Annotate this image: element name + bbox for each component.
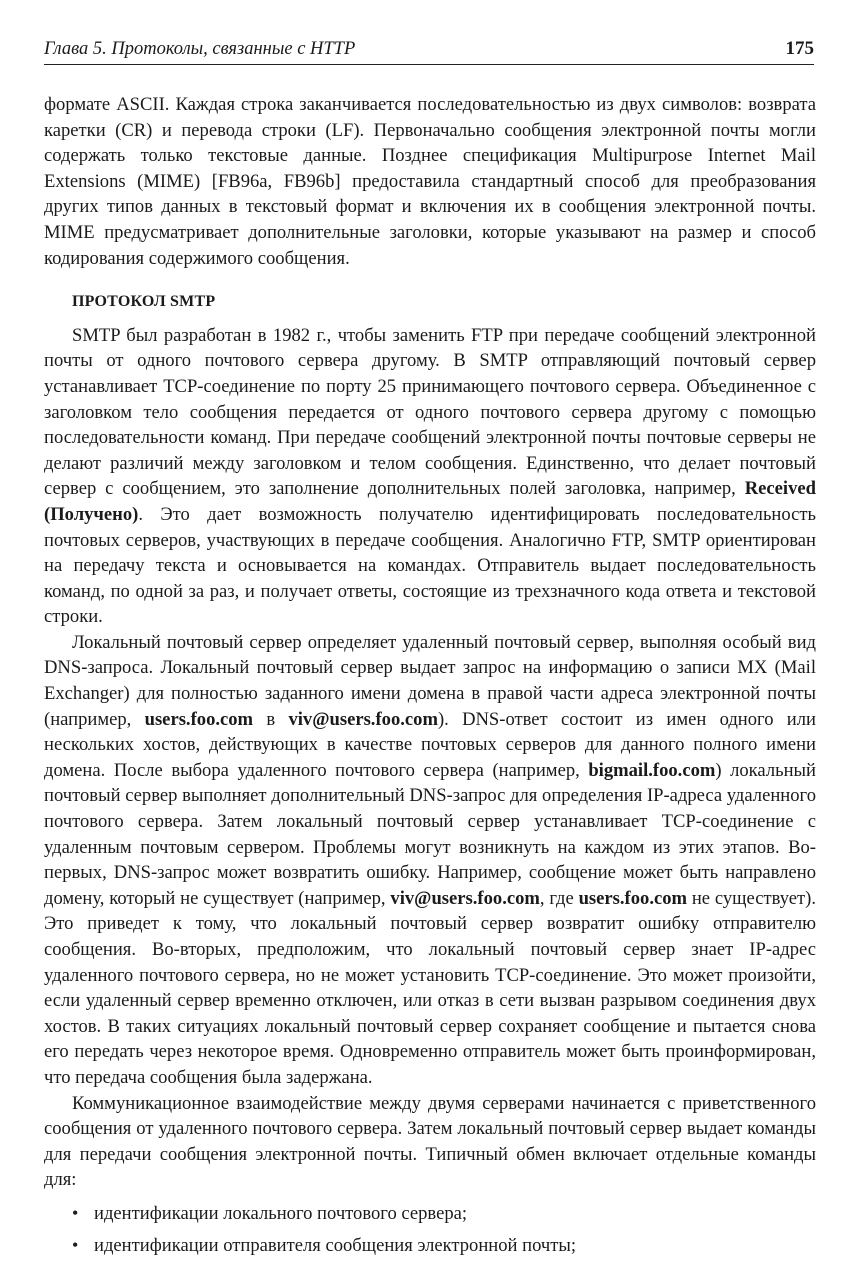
para2-text-f: , где bbox=[539, 887, 579, 909]
bullet-icon: • bbox=[72, 1202, 79, 1223]
smtp-paragraph-3 bbox=[44, 1091, 816, 1193]
mailserver-term: bigmail.foo.com bbox=[588, 759, 716, 781]
chapter-title: Глава 5. Протоколы, связанные с HTTP bbox=[44, 39, 356, 59]
para2-text-g: не существует). Это приведет к тому, что локальный почтовый сервер возвратит ошибку отправителю сообщения. Во-вторых, предположим, что локальный почтовый сервер знает IP-адрес удаленного почтового сервера, но не может установить TCP-соединение. Это может произойти, если удаленный сервер временно отключен, или отказ в сети вызван разрывом соединения двух хостов. В таких ситуациях локальный почтовый сервер сохраняет сообщение и пытается снова его передать через некоторое время. Одновременно отправитель может быть проинформирован, что передача сообщения была задержана. bbox=[44, 887, 816, 1088]
email-term: viv@users.foo.com bbox=[288, 708, 438, 730]
section-heading: ПРОТОКОЛ SMTP bbox=[72, 293, 216, 311]
domain-term: users.foo.com bbox=[144, 708, 254, 730]
page-number: 175 bbox=[785, 38, 814, 59]
para2-text-d: ). DNS-ответ состоит из имен одного или нескольких хостов, действующих в качестве почтовых серверов для данного полного имени домена. После выбора удаленного почтового сервера (например, bbox=[44, 708, 816, 781]
list-item-text: идентификации отправителя сообщения электронной почты; bbox=[94, 1234, 577, 1256]
bullet-icon: • bbox=[72, 1234, 79, 1255]
smtp-paragraph-2 bbox=[44, 630, 816, 1091]
page-body bbox=[44, 92, 816, 1264]
domain-term-2: users.foo.com bbox=[578, 887, 688, 909]
email-term-2: viv@users.foo.com bbox=[390, 887, 540, 909]
command-list bbox=[44, 1201, 816, 1258]
intro-text: формате ASCII. Каждая строка заканчивается последовательностью из двух символов: возврата каретки (CR) и перевода строки (LF). Первоначально сообщения электронной почты могли содержать только текстовые данные. Позднее спецификация Multipurpose Internet Mail Extensions (MIME) [FB96a, FB96b] предоставила стандартный способ для преобразования других типов данных в текстовый формат и включения их в сообщения электронной почты. MIME предусматривает дополнительные заголовки, которые указывают на размер и способ кодирования содержимого сообщения. bbox=[44, 94, 816, 269]
para2-text-a: Локальный почтовый сервер определяет удаленный почтовый сервер, выполняя особый вид DNS-запроса. Локальный почтовый сервер выдает запрос на информацию о записи MX (Mail Exchanger) для полностью заданного имени домена в правой части адреса электронной почты (например, bbox=[44, 631, 816, 730]
para2-text-e: ) локальный почтовый сервер выполняет дополнительный DNS-запрос для определения IP-адреса удаленного почтового сервера. Затем локальный почтовый сервер устанавливает TCP-соединение с удаленным почтовым сервером. Проблемы могут возникнуть на каждом из этих этапов. Во-первых, DNS-запрос может возвратить ошибку. Например, сообщение может быть направлено домену, который не существует (например, bbox=[44, 759, 816, 909]
para2-text-c: в bbox=[253, 708, 289, 730]
para1-text-c: . Это дает возможность получателю идентифицировать последовательность почтовых серверов, участвующих в передаче сообщения. Аналогично FTP, SMTP ориентирован на передачу текста и основывается на командах. Отправитель выдает последовательность команд, по одной за раз, и получает ответы, состоящие из трехзначного кода ответа и текстовой строки. bbox=[44, 503, 816, 628]
para3-text: Коммуникационное взаимодействие между двумя серверами начинается с приветственного сообщения от удаленного почтового сервера. Затем локальный почтовый сервер выдает команды для передачи сообщения электронной почты. Типичный обмен включает отдельные команды для: bbox=[44, 1092, 816, 1191]
intro-paragraph bbox=[44, 92, 816, 271]
received-header-term: Received (Получено) bbox=[44, 478, 816, 525]
list-item-text: идентификации локального почтового сервера; bbox=[94, 1202, 468, 1224]
smtp-paragraph-1 bbox=[44, 323, 816, 630]
list-item bbox=[44, 1233, 816, 1259]
running-header bbox=[44, 38, 814, 65]
para1-text-a: SMTP был разработан в 1982 г., чтобы заменить FTP при передаче сообщений электронной почты от одного почтового сервера другому. В SMTP отправляющий почтовый сервер устанавливает TCP-соединение по порту 25 принимающего почтового сервера. Объединенное с заголовком тело сообщения передается от одного почтового сервера другому с помощью последовательности команд. При передаче сообщений электронной почты почтовые серверы не делают различий между заголовком и телом сообщения. Единственно, что делает почтовый сервер с сообщением, это заполнение дополнительных полей заголовка, например, bbox=[44, 324, 816, 500]
list-item bbox=[44, 1201, 816, 1227]
